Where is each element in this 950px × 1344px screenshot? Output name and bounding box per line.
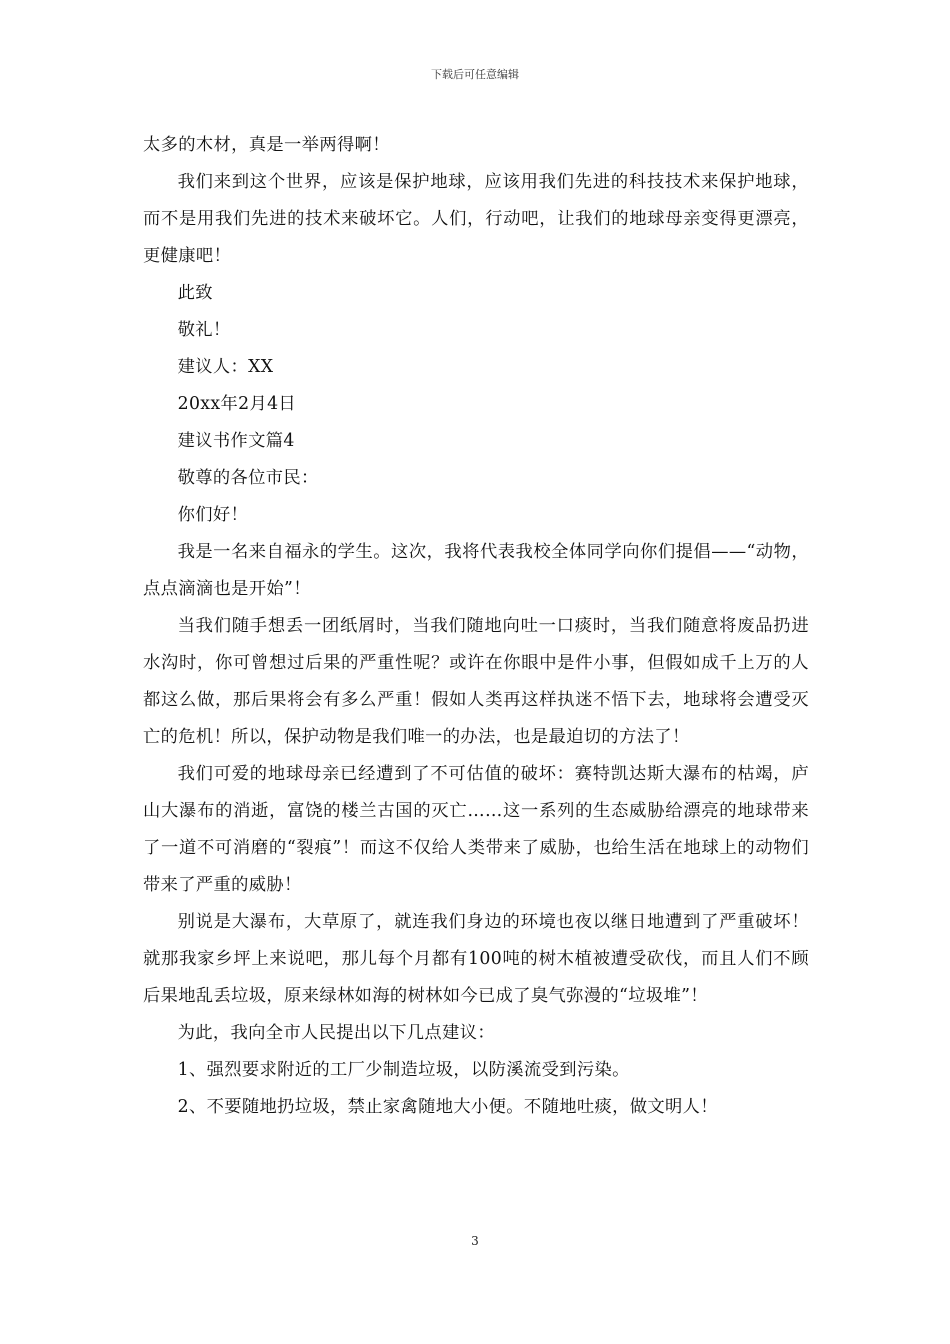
closing-salutation: 此致	[177, 283, 213, 303]
paragraph-damage: 我们可爱的地球母亲已经遭到了不可估值的破坏：赛特凯达斯大瀑布的枯竭，庐山大瀑布的消逝，富饶的楼兰古国的灭亡……这一系列的生态威胁给漂亮的地球带来了一道不可消磨的“裂痕”！而这不仅给人类带来了威胁，也给生活在地球上的动物们带来了严重的威胁！	[143, 764, 809, 895]
closing-respect: 敬礼！	[177, 320, 231, 340]
page-number: 3	[471, 1234, 479, 1248]
proposal-item-2: 2、不要随地扔垃圾，禁止家禽随地大小便。不随地吐痰，做文明人！	[177, 1097, 718, 1117]
page-header: 下载后可任意编辑	[431, 68, 519, 81]
paragraph-2: 我们来到这个世界，应该是保护地球，应该用我们先进的科技技术来保护地球，而不是用我们先进的技术来破坏它。人们，行动吧，让我们的地球母亲变得更漂亮，更健康吧！	[143, 172, 809, 266]
paragraph-intro: 我是一名来自福永的学生。这次，我将代表我校全体同学向你们提倡——“动物，点点滴滴也是开始”！	[143, 542, 809, 599]
date-line: 20xx年2月4日	[177, 394, 297, 414]
section-title: 建议书作文篇4	[177, 431, 295, 451]
paragraph-consequences: 当我们随手想丢一团纸屑时，当我们随地向吐一口痰时，当我们随意将废品扔进水沟时，你可曾想过后果的严重性呢？或许在你眼中是件小事，但假如成千上万的人都这么做，那后果将会有多么严重！假如人类再这样执迷不悟下去，地球将会遭受灭亡的危机！所以，保护动物是我们唯一的办法，也是最迫切的方法了！	[143, 616, 809, 747]
hello-line: 你们好！	[177, 505, 249, 525]
paragraph-1: 太多的木材，真是一举两得啊！	[143, 135, 390, 155]
proposer-line: 建议人：XX	[177, 357, 274, 377]
document-body	[143, 127, 809, 1126]
proposal-item-1: 1、强烈要求附近的工厂少制造垃圾，以防溪流受到污染。	[177, 1060, 630, 1080]
proposal-intro: 为此，我向全市人民提出以下几点建议：	[177, 1023, 495, 1043]
paragraph-local: 别说是大瀑布，大草原了，就连我们身边的环境也夜以继日地遭到了严重破坏！就那我家乡坪上来说吧，那儿每个月都有100吨的树木植被遭受砍伐，而且人们不顾后果地乱丢垃圾，原来绿林如海的树林如今已成了臭气弥漫的“垃圾堆”！	[143, 912, 809, 1006]
greeting-line: 敬尊的各位市民：	[177, 468, 319, 488]
